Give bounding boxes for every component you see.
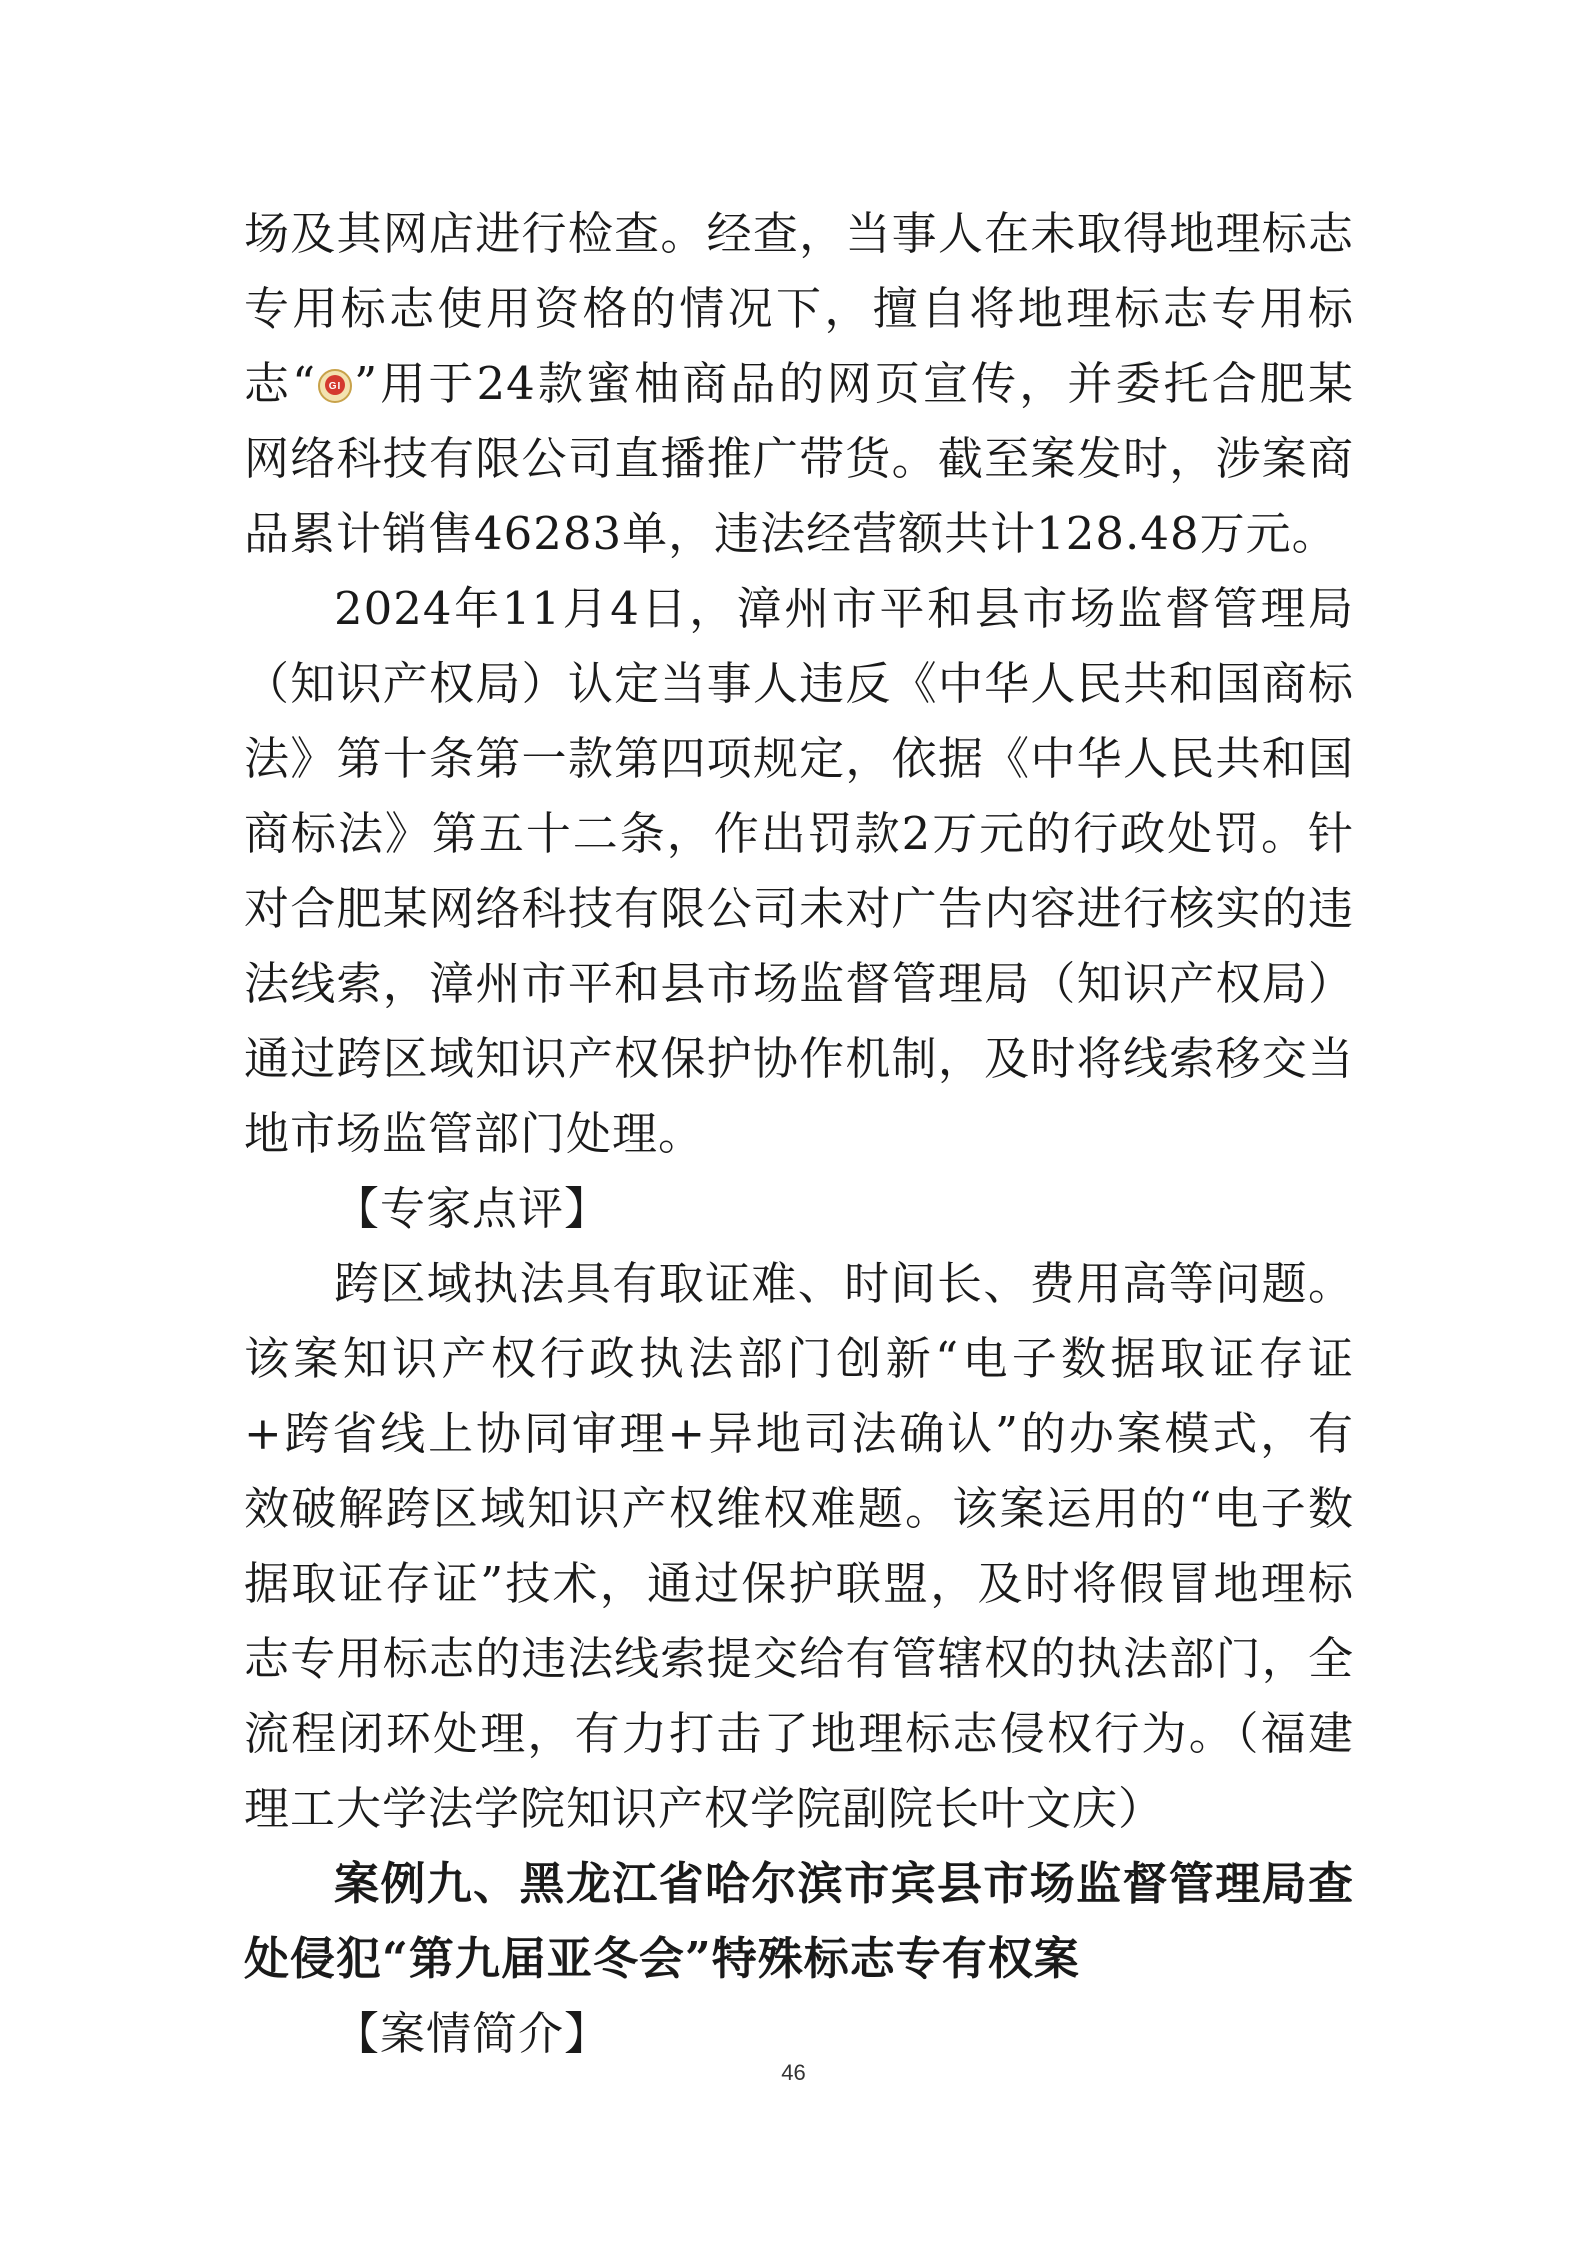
case-summary-heading: 【案情简介】 bbox=[334, 2007, 611, 2060]
paragraph-inspection-findings bbox=[244, 196, 1354, 571]
paragraph-expert-review: 跨区域执法具有取证难、时间长、费用高等问题。该案知识产权行政执法部门创新“电子数据取证存证+跨省线上协同审理+异地司法确认”的办案模式，有效破解跨区域知识产权维权难题。该案运用的“电子数据取证存证”技术，通过保护联盟，及时将假冒地理标志专用标志的违法线索提交给有管辖权的执法部门，全流程闭环处理，有力打击了地理标志侵权行为。（福建理工大学法学院知识产权学院副院长叶文庆） bbox=[244, 1257, 1354, 1835]
case-nine-title: 案例九、黑龙江省哈尔滨市宾县市场监督管理局查处侵犯“第九届亚冬会”特殊标志专有权案 bbox=[244, 1857, 1354, 1985]
geographical-indication-emblem-icon bbox=[318, 369, 352, 403]
paragraph-inspection-findings-part2: ”用于24款蜜柚商品的网页宣传，并委托合肥某网络科技有限公司直播推广带货。截至案发时，涉案商品累计销售46283单，违法经营额共计128.48万元。 bbox=[244, 357, 1354, 560]
expert-review-heading: 【专家点评】 bbox=[334, 1182, 611, 1235]
paragraph-inspection-findings-part1: 场及其网店进行检查。经查，当事人在未取得地理标志专用标志使用资格的情况下，擅自将地理标志专用标志“ bbox=[244, 207, 1354, 410]
paragraph-penalty-decision: 2024年11月4日，漳州市平和县市场监督管理局（知识产权局）认定当事人违反《中华人民共和国商标法》第十条第一款第四项规定，依据《中华人民共和国商标法》第五十二条，作出罚款2万元的行政处罚。针对合肥某网络科技有限公司未对广告内容进行核实的违法线索，漳州市平和县市场监督管理局（知识产权局）通过跨区域知识产权保护协作机制，及时将线索移交当地市场监管部门处理。 bbox=[244, 582, 1354, 1160]
page-number: 46 bbox=[781, 2060, 806, 2085]
page-body bbox=[244, 196, 1354, 2071]
emblem-text: GI bbox=[328, 381, 342, 392]
